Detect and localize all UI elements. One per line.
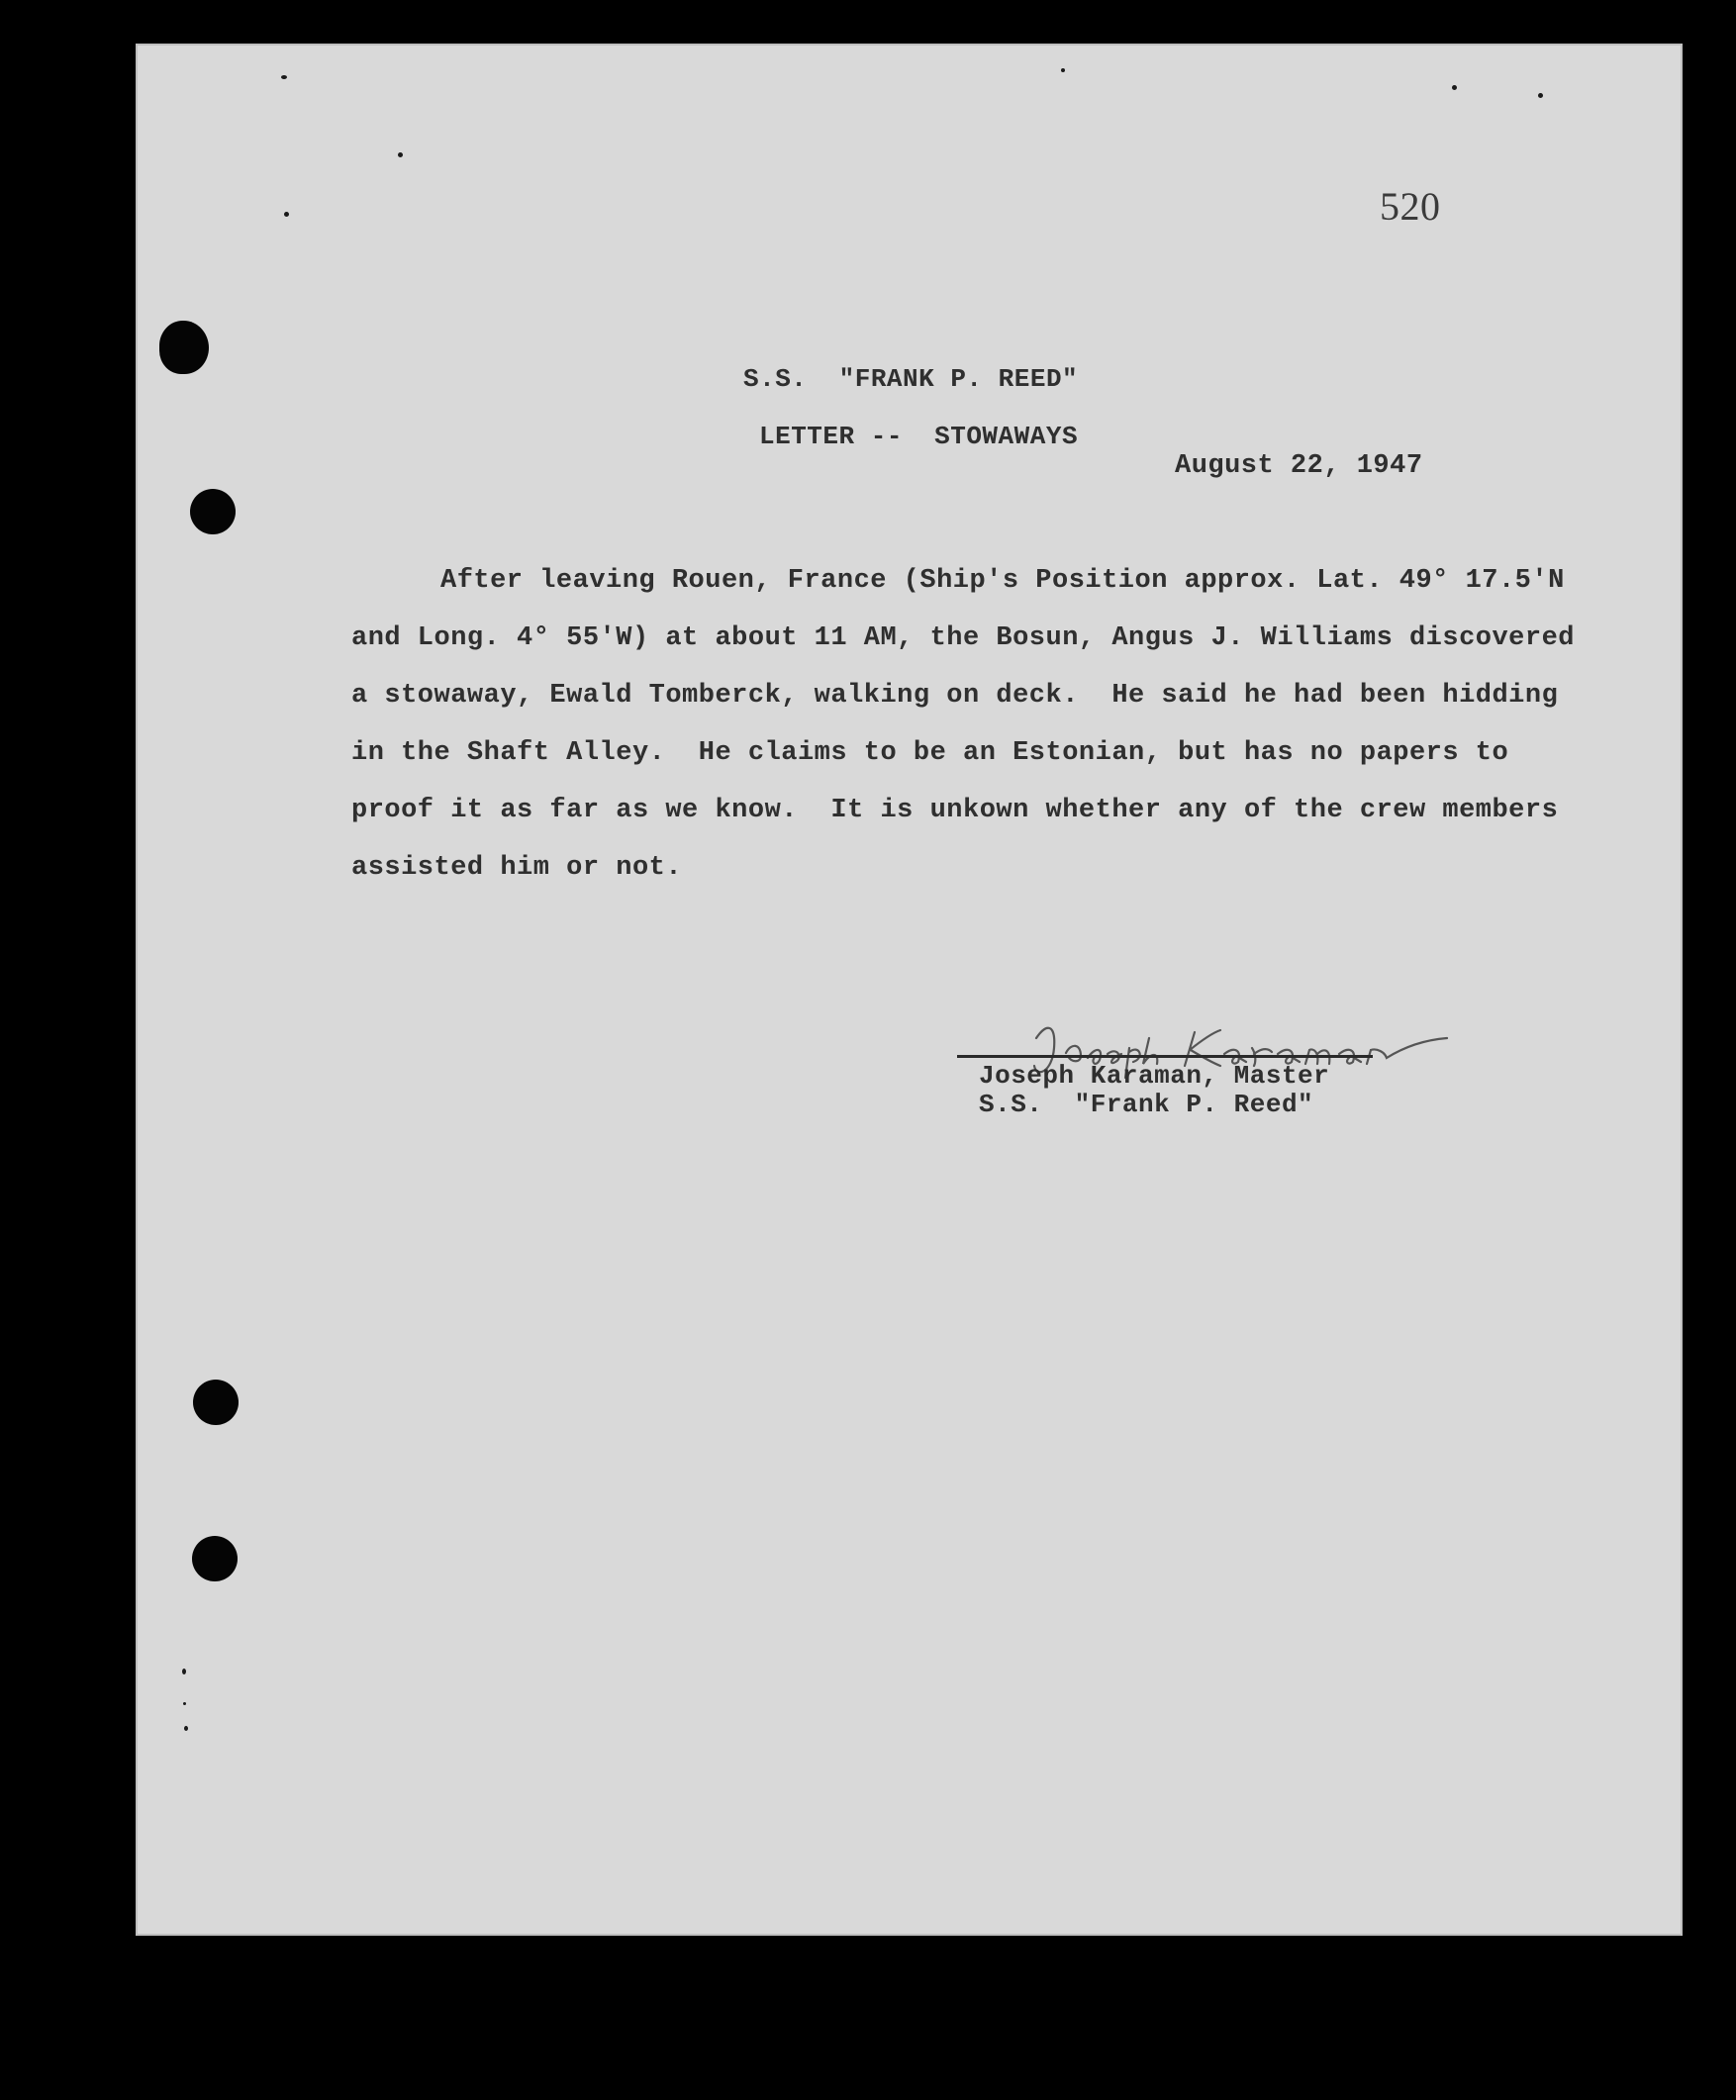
speck [182,1669,186,1674]
body-line-2: and Long. 4° 55'W) at about 11 AM, the Bosun, Angus J. Williams discovered [351,623,1575,653]
body-line-5: proof it as far as we know. It is unkown whether any of the crew members [351,796,1559,825]
letter-date: August 22, 1947 [1175,451,1423,481]
document-type-heading: LETTER -- STOWAWAYS [759,422,1079,451]
signatory-name: Joseph Karaman, Master [979,1061,1330,1091]
speck [398,152,403,157]
body-line-3: a stowaway, Ewald Tomberck, walking on deck. He said he had been hidding [351,681,1559,711]
document-page [136,44,1683,1936]
punch-hole-4 [192,1536,238,1581]
signature-line [957,1055,1373,1058]
speck [1061,68,1065,72]
speck [184,1726,188,1731]
speck [1538,93,1543,98]
punch-hole-1 [159,321,209,374]
body-line-1: After leaving Rouen, France (Ship's Position approx. Lat. 49° 17.5'N [440,566,1565,596]
signatory-ship: S.S. "Frank P. Reed" [979,1090,1314,1119]
speck [1452,85,1457,90]
body-line-6: assisted him or not. [351,853,683,883]
ship-title: S.S. "FRANK P. REED" [743,364,1079,394]
punch-hole-3 [193,1380,239,1425]
speck [281,75,287,79]
body-line-4: in the Shaft Alley. He claims to be an Estonian, but has no papers to [351,738,1509,768]
speck [284,212,289,217]
speck [183,1702,186,1705]
page-number: 520 [1380,184,1441,229]
punch-hole-2 [190,489,236,534]
